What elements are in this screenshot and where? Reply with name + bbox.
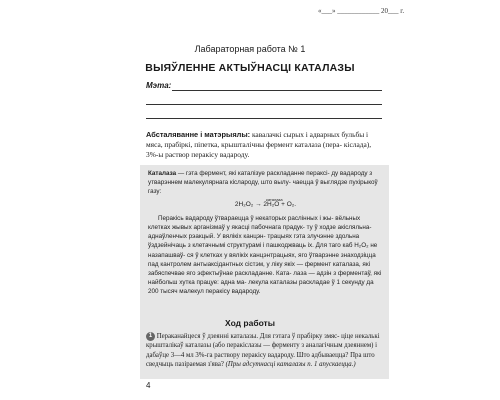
workflow-heading: Ход работы [225,318,275,328]
goal-answer-line-1[interactable] [172,90,382,91]
goal-answer-line-3[interactable] [146,118,382,119]
materials-paragraph [146,130,382,160]
lab-number: Лабараторная работа № 1 [194,44,306,54]
task-text: Пераканайцеся ў дзеянні каталазы. Для гэтага ў прабірку змяс- ціце некалькі крышталікаў каталазы (або перакіслазы — ферменту з аналагічным дзеяннем) і дабаўце 3—4 мл 3%-га раствору перакісу вадароду. Што адбываецца? Пра што сведчыць пазіраемая з'ява? [146,333,380,368]
materials-text: кавалачкі сырых і адварных бульбы і мяса, прабіркі, піпетка, крышталічны фермент каталаза (пера- кіслада), 3%-ы раствор перакісу вадароду. [146,130,372,159]
catalase-definition [148,169,383,197]
catalyst-label: каталаза [266,196,283,202]
catalase-term: Каталаза [148,170,177,177]
definition-text: — гэта фермент, які каталізуе раскладанне пераксі- ду вадароду з утварэннем малекулярнага кіслароду, што вылу- чаецца ў выглядзе пухірыкоў газу: [148,170,378,196]
task-1 [146,332,384,369]
reaction-formula [148,196,383,209]
materials-label: Абсталяванне і матэрыялы: [146,130,251,139]
page-number: 4 [146,381,151,390]
goal-label: Мэта: [146,81,172,90]
task-number-badge: 1 [146,332,155,341]
formula-text: 2H₂O₂ → 2H₂O + O₂. [234,200,297,208]
task-note: (Пры адсутнасці каталазы п. 1 апускаецца.) [225,360,356,368]
goal-answer-line-2[interactable] [146,104,382,105]
lab-title: ВЫЯЎЛЕННЕ АКТЫЎНАСЦІ КАТАЛАЗЫ [145,62,355,74]
info-body: Перакісь вадароду ўтвараецца ў некаторых раслінных і жы- вёльных клетках жывых арганізмаў у якасці пабочнага прадук- ту ў ходзе акісляльна-аднаўленчых рэакцый. У вялікіх канцэн- трацыях гэта злучэнне здольна ўздзейнічаць з клетачнымі структурамі і пашкоджваць іх. Для таго каб H₂O₂ не назапашваў- ся ў клетках у вялікіх канцэнтрацыях, яго ўтварэнне знаходзіцца пад кантролем антыаксідантных сістэм, у ліку якіх — фермент каталаза, які забяспечвае яго эфектыўнае раскладанне. Ката- лаза — адзін з ферментаў, які найбольш хутка працуе: адна ма- лекула каталазы раскладае ў 1 секунду да 200 тысяч малекул перакісу вадароду. [148,214,382,296]
date-line: «___» ____________ 20___ г. [318,7,405,15]
